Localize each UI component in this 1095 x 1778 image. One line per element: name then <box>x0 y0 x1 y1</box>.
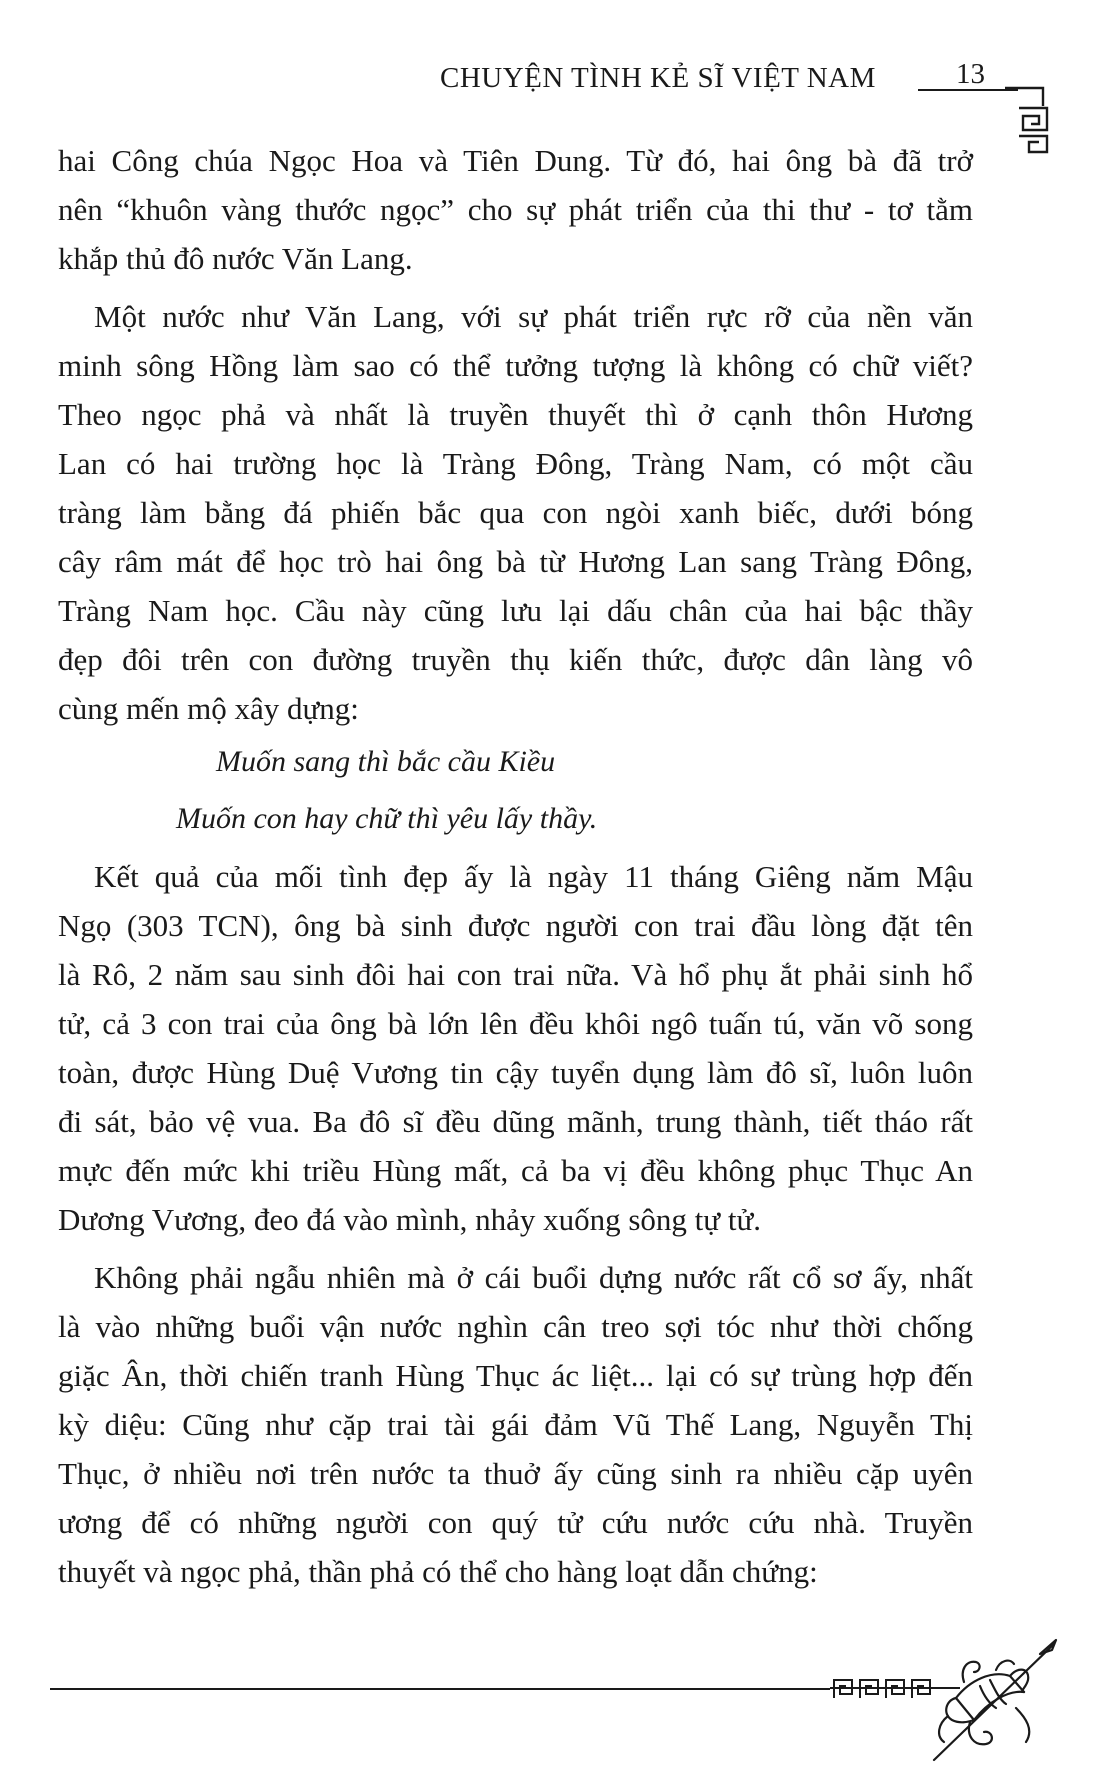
running-header <box>440 58 1040 102</box>
text-line: đi sát, bảo vệ vua. Ba đô sĩ đều dũng mãnh, trung thành, tiết tháo rất <box>58 1104 973 1139</box>
page-footer <box>50 1620 1060 1770</box>
text-line: là vào những buổi vận nước nghìn cân treo sợi tóc như thời chống <box>58 1309 973 1344</box>
text-line: đẹp đôi trên con đường truyền thụ kiến thức, được dân làng vô <box>58 642 973 677</box>
text-line: tử, cả 3 con trai của ông bà lớn lên đều khôi ngô tuấn tú, văn võ song <box>58 1006 973 1041</box>
text-line: Lan có hai trường học là Tràng Đông, Tràng Nam, có một cầu <box>58 446 973 481</box>
text-line: hai Công chúa Ngọc Hoa và Tiên Dung. Từ đó, hai ông bà đã trở <box>58 143 973 178</box>
page-number: 13 <box>956 58 985 90</box>
paragraph-2 <box>58 292 973 733</box>
verse-line: Muốn con hay chữ thì yêu lấy thầy. <box>176 802 598 835</box>
text-line: toàn, được Hùng Duệ Vương tin cậy tuyển dụng làm đô sĩ, luôn luôn <box>58 1055 973 1090</box>
text-line: Thục, ở nhiều nơi trên nước ta thuở ấy cũng sinh ra nhiều cặp uyên <box>58 1456 973 1491</box>
text-line: Dương Vương, đeo đá vào mình, nhảy xuống sông tự tử. <box>58 1202 762 1237</box>
scroll-brush-ornament-icon <box>930 1620 1060 1770</box>
text-line: khắp thủ đô nước Văn Lang. <box>58 241 413 276</box>
text-line: Không phải ngẫu nhiên mà ở cái buổi dựng nước rất cổ sơ ấy, nhất <box>94 1260 973 1295</box>
text-line: Kết quả của mối tình đẹp ấy là ngày 11 tháng Giêng năm Mậu <box>94 859 973 894</box>
paragraph-4 <box>58 1253 973 1596</box>
paragraph-1 <box>58 136 973 283</box>
body-text <box>58 136 973 1596</box>
text-line: thuyết và ngọc phả, thần phả có thể cho hàng loạt dẫn chứng: <box>58 1554 818 1589</box>
text-line: minh sông Hồng làm sao có thể tưởng tượng là không có chữ viết? <box>58 348 973 383</box>
text-line: Một nước như Văn Lang, với sự phát triển rực rỡ của nền văn <box>94 299 973 334</box>
text-line: kỳ diệu: Cũng như cặp trai tài gái đảm Vũ Thế Lang, Nguyễn Thị <box>58 1407 973 1442</box>
running-title: CHUYỆN TÌNH KẺ SĨ VIỆT NAM <box>440 62 876 94</box>
footer-rule <box>50 1688 830 1690</box>
text-line: ương để có những người con quý tử cứu nước cứu nhà. Truyền <box>58 1505 973 1540</box>
text-line: giặc Ân, thời chiến tranh Hùng Thục ác liệt... lại có sự trùng hợp đến <box>58 1358 973 1393</box>
text-line: Tràng Nam học. Cầu này cũng lưu lại dấu chân của hai bậc thầy <box>58 593 973 628</box>
paragraph-3 <box>58 852 973 1244</box>
text-line: Ngọ (303 TCN), ông bà sinh được người con trai đầu lòng đặt tên <box>58 908 973 943</box>
verse-line: Muốn sang thì bắc cầu Kiều <box>216 745 556 778</box>
text-line: cùng mến mộ xây dựng: <box>58 691 359 726</box>
verse-block <box>58 737 973 843</box>
text-line: Theo ngọc phả và nhất là truyền thuyết thì ở cạnh thôn Hương <box>58 397 973 432</box>
text-line: nên “khuôn vàng thước ngọc” cho sự phát triển của thi thư - tơ tằm <box>58 192 973 227</box>
text-line: mực đến mức khi triều Hùng mất, cả ba vị đều không phục Thục An <box>58 1153 973 1188</box>
text-line: là Rô, 2 năm sau sinh đôi hai con trai nữa. Và hổ phụ ắt phải sinh hổ <box>58 957 973 992</box>
text-line: cây râm mát để học trò hai ông bà từ Hương Lan sang Tràng Đông, <box>58 544 973 579</box>
text-line: tràng làm bằng đá phiến bắc qua con ngòi xanh biếc, dưới bóng <box>58 495 973 530</box>
greek-key-corner-icon <box>1005 86 1055 156</box>
